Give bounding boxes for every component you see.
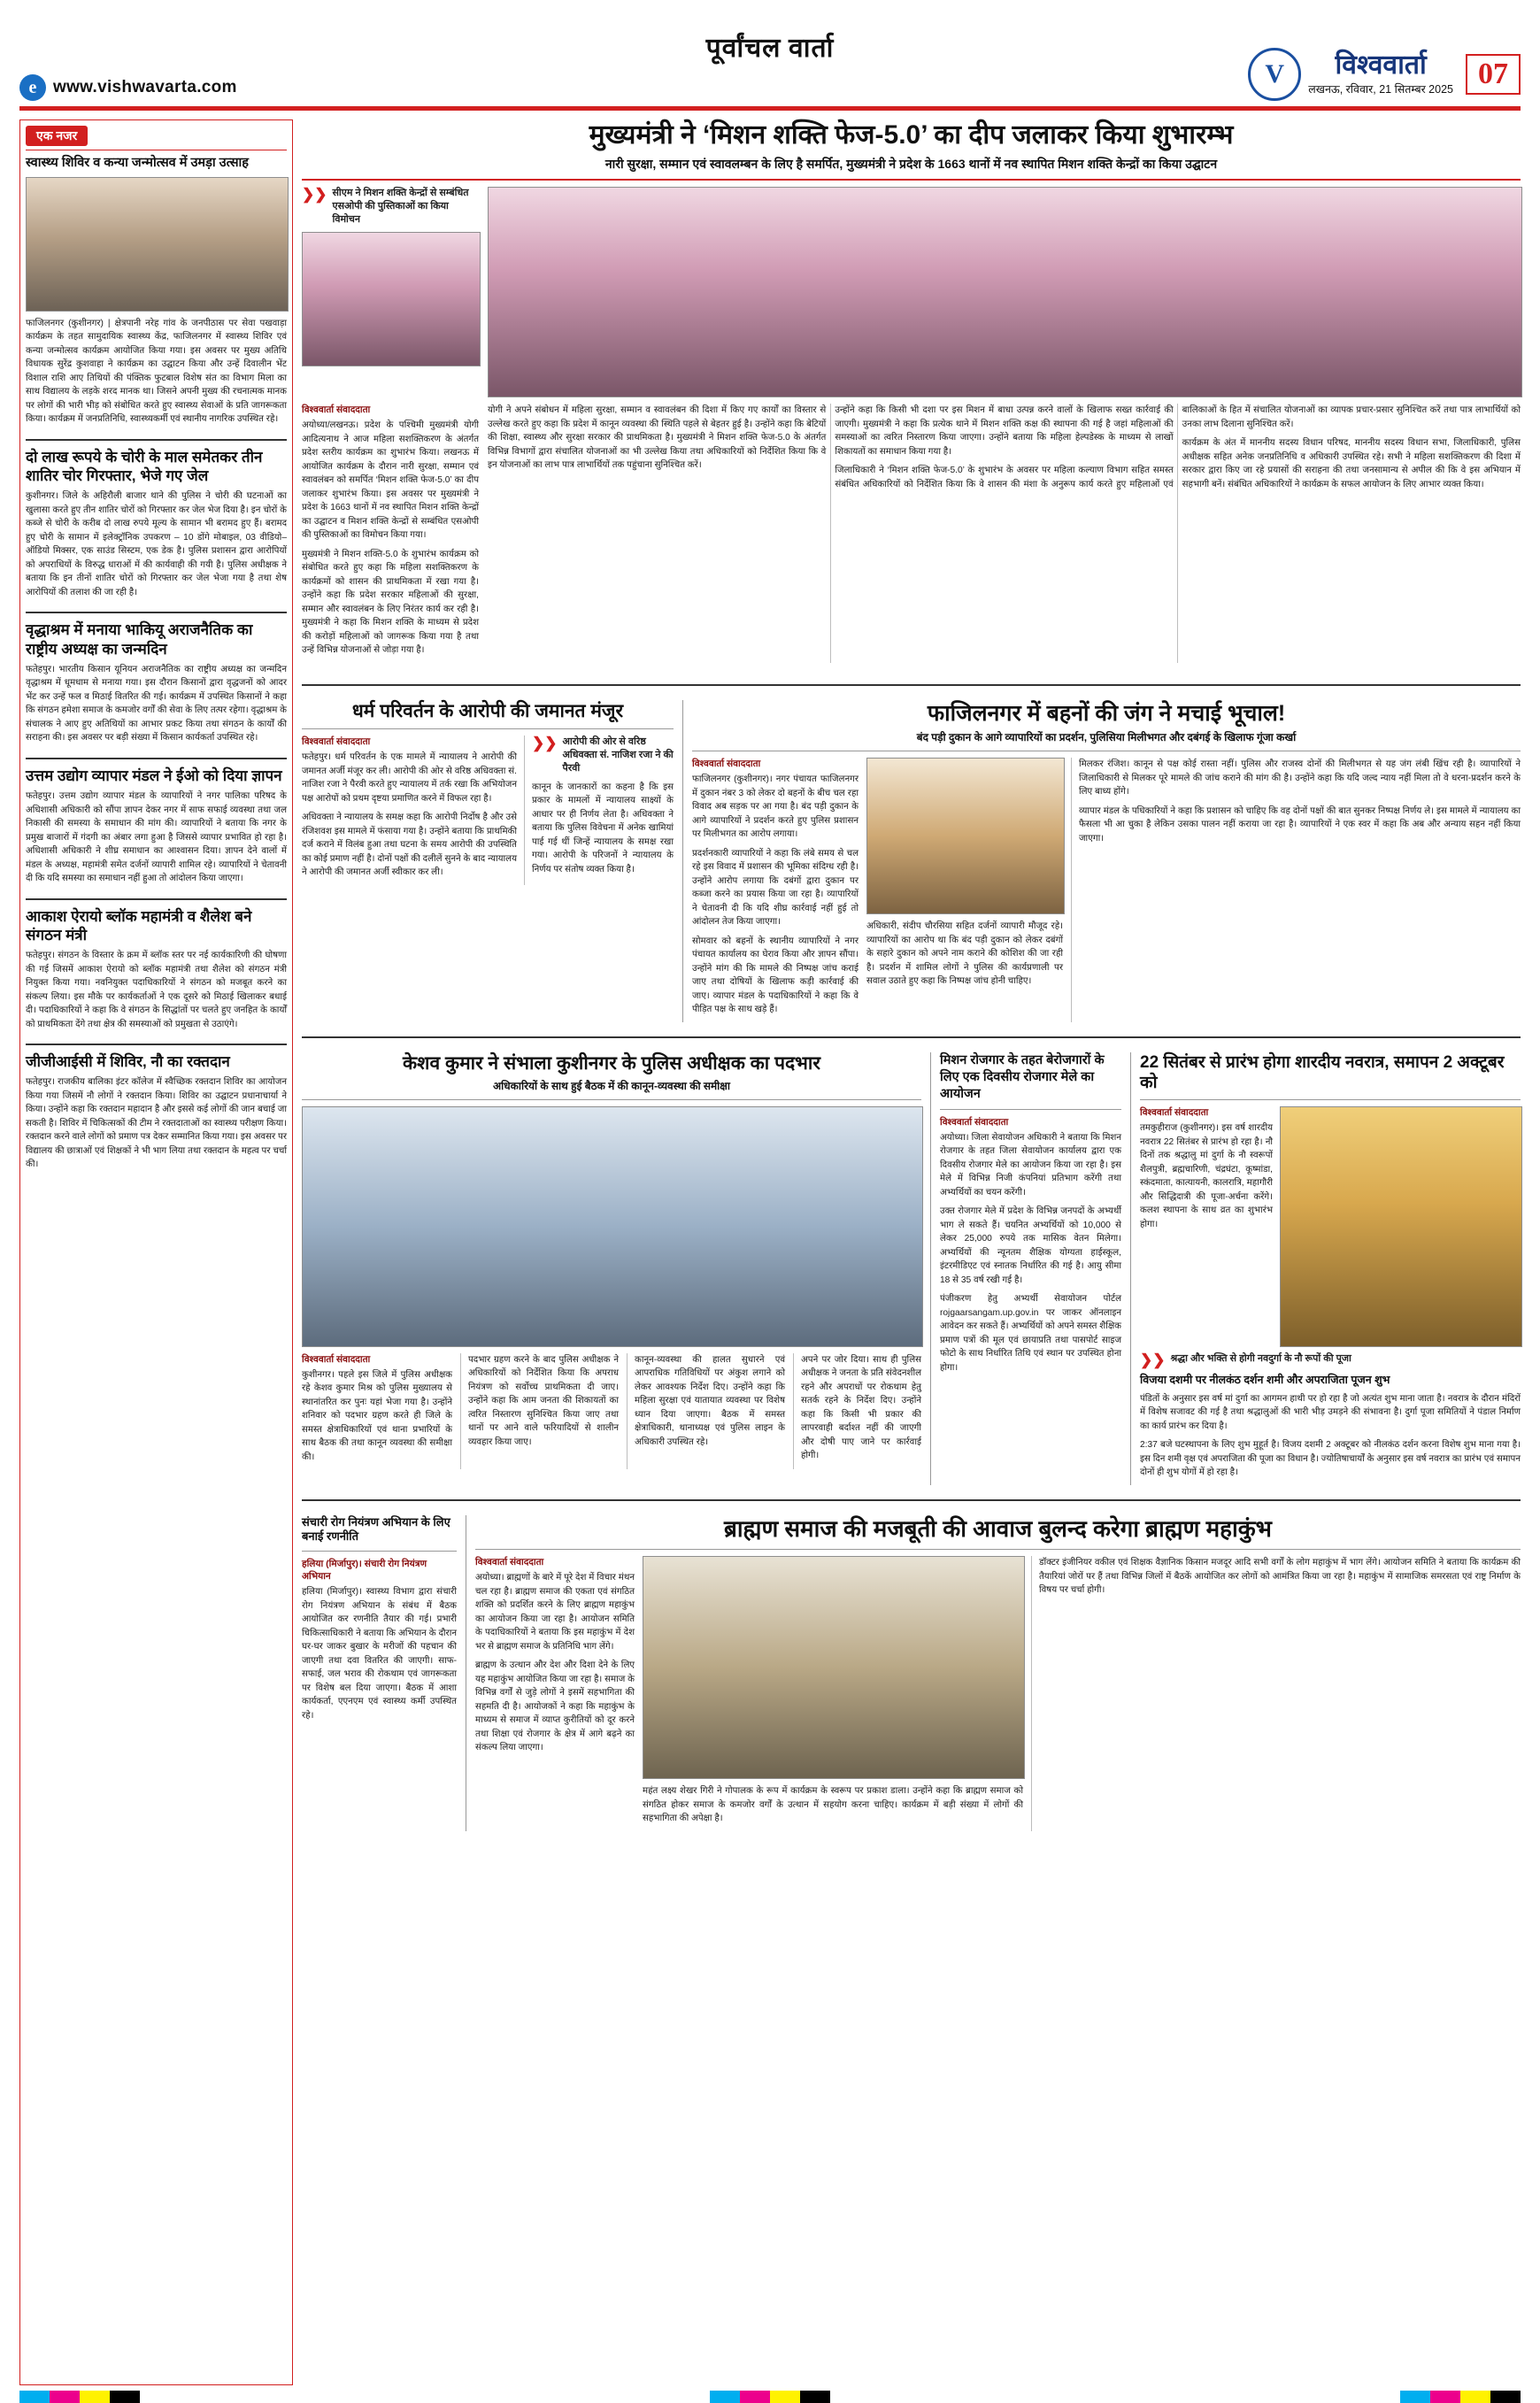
theft-body: कुशीनगर। जिले के अहिरौली बाजार थाने की पुलिस ने चोरी की घटनाओं का खुलासा करते हुए तीन शातिर चोरों को गिरफ्तार कर जेल भेज दिया है। इन चोरों के कब्जे से चोरी के करीब दो लाख रुपये मूल्य के सामान भी बरामद हुए हैं। बरामद हुए चोरी के सामान में इलेक्ट्रॉनिक उपकरण – 10 डोंगे मोबाइल, 03 वीडियो–ऑडियो मिक्सर, एक साउंड सिस्टम, एक डेक है। पुलिस प्रशासन द्वारा आरोपियों को अपराधियों के विरुद्ध धाराओं में की कार्यवाही की गयी है। पुलिस अधीक्षक ने बताया कि इन तीनों शातिर चोरों को गिरफ्तार कर जेल भेजा गया है तथा शेष आरोपियों की तलाश की जा रही है। xyxy=(26,491,287,597)
navratri-headline: 22 सितंबर से प्रारंभ होगा शारदीय नवरात्र, समापन 2 अक्टूबर को xyxy=(1140,1052,1505,1093)
health-camp-headline: स्वास्थ्य शिविर व कन्या जन्मोत्सव में उमड़ा उत्साह xyxy=(26,156,249,170)
mission-rojgar-body-2: उक्त रोजगार मेले में प्रदेश के विभिन्न जनपदों के अभ्यर्थी भाग ले सकते हैं। चयनित अभ्यर्थियों को 10,000 से लेकर 25,000 रुपये तक मासिक वेतन मिलेगा। अभ्यर्थियों की न्यूनतम शैक्षिक योग्यता हाईस्कूल, इंटरमीडिएट एवं स्नातक निर्धारित की गई है। आयु सीमा 18 से 35 वर्ष रखी गई है। xyxy=(940,1206,1121,1285)
navratri-subhead-2: विजया दशमी पर नीलकंठ दर्शन शमी और अपराजिता पूजन शुभ xyxy=(1140,1374,1390,1387)
theft-headline: दो लाख रूपये के चोरी के माल समेतकर तीन शातिर चोर गिरफ्तार, भेजे गए जेल xyxy=(26,448,263,485)
ek-nazar-tag: एक नजर xyxy=(26,126,88,146)
section-title: पूर्वांचल वार्ता xyxy=(705,34,835,63)
lead-byline: विश्ववार्ता संवाददाता xyxy=(302,404,371,416)
lead-subhead: नारी सुरक्षा, सम्मान एवं स्वावलम्बन के लिए है समर्पित, मुख्यमंत्री ने प्रदेश के 1663 थानों में नव स्थापित मिशन शक्ति केन्द्रों का किया उद्घाटन xyxy=(604,157,1218,172)
brahman-story xyxy=(466,1515,1521,1831)
akash-body: फतेहपुर। संगठन के विस्तार के क्रम में ब्लॉक स्तर पर नई कार्यकारिणी की घोषणा की गई जिसमें आकाश ऐरायो को ब्लॉक महामंत्री तथा शैलेश को संगठन मंत्री नियुक्त किया गया। नवनियुक्त पदाधिकारियों ने संगठन को मजबूत करने का संकल्प लिया। इस मौके पर कार्यकर्ताओं ने एक दूसरे को मिठाई खिलाकर बधाई दी। पदाधिकारियों ने कहा कि वे संगठन के सिद्धांतों पर चलते हुए जनहित के कार्यों को प्राथमिकता देंगे तथा क्षेत्र की समस्याओं को प्रमुखता से उठाएंगे। xyxy=(26,951,287,1029)
row-three xyxy=(302,1052,1521,1485)
dharm-body-3: कानून के जानकारों का कहना है कि इस प्रकार के मामलों में न्यायालय साक्ष्यों के आधार पर ही निर्णय लेता है। अधिवक्ता ने बताया कि पुलिस विवेचना में अनेक खामियां पाई गई थीं जिन्हें न्यायालय के समक्ष रखा गया। आरोपी के परिजनों ने न्यायालय के निर्णय पर संतोष व्यक्त किया है। xyxy=(532,782,674,874)
udyog-body: फतेहपुर। उत्तम उद्योग व्यापार मंडल के व्यापारियों ने नगर पालिका परिषद के अधिशासी अधिकारी को सौंपा ज्ञापन देकर नगर में साफ सफाई व्यवस्था तथा जल निकासी की समस्या के समाधान की मांग की। व्यापारियों ने बताया कि नगर के प्रमुख बाजारों में गंदगी का अंबार लगा हुआ है जिससे व्यापार प्रभावित हो रहा है। अधिशासी अधिकारी ने शीघ्र समाधान का आश्वासन दिया। ज्ञापन देने वालों में मंडल के अध्यक्ष, महामंत्री समेत दर्जनों व्यापारी शामिल रहे। व्यापारियों ने चेतावनी दी कि यदि समस्या का समाधान नहीं हुआ तो आंदोलन किया जाएगा। xyxy=(26,791,287,884)
lead-quote-note xyxy=(302,187,479,227)
mission-rojgar-body-3: पंजीकरण हेतु अभ्यर्थी सेवायोजन पोर्टल rojgaarsangam.up.gov.in पर जाकर ऑनलाइन आवेदन कर सकते हैं। अभ्यर्थियों को अपने समस्त शैक्षिक प्रमाण पत्रों की मूल एवं छायाप्रति तथा पासपोर्ट साइज फोटो के साथ निर्धारित तिथि एवं स्थान पर उपस्थित होना होगा। xyxy=(940,1294,1121,1373)
lead-body-6: कार्यक्रम के अंत में माननीय सदस्य विधान परिषद, माननीय सदस्य विधान सभा, जिलाधिकारी, पुलिस अधीक्षक सहित अनेक जनप्रतिनिधि व अधिकारी उपस्थित रहे। सभी ने महिला सशक्तिकरण की दिशा में सरकार द्वारा किए जा रहे प्रयासों की सराहना की तथा जनसामान्य से अपील की कि वे इस अभियान में सहभागी बनें। संबंधित अधिकारियों ने कार्यक्रम के सफल आयोजन के लिए आभार व्यक्त किया। xyxy=(1182,438,1521,489)
main-area xyxy=(302,119,1521,2385)
keshav-body-3: कानून-व्यवस्था की हालत सुधारने एवं आपराधिक गतिविधियों पर अंकुश लगाने को लेकर आवश्यक निर्देश दिए। उन्होंने कहा कि महिला सुरक्षा एवं यातायात व्यवस्था पर विशेष ध्यान दिया जाएगा। बैठक में समस्त क्षेत्राधिकारी, थानाध्यक्ष एवं पुलिस लाइन के अधिकारी उपस्थित रहे। xyxy=(635,1354,785,1447)
keshav-headline: केशव कुमार ने संभाला कुशीनगर के पुलिस अधीक्षक का पदभार xyxy=(403,1052,820,1074)
brahman-body-3: महंत लक्ष्य शेखर गिरी ने गोपालक के रूप में कार्यक्रम के स्वरूप पर प्रकाश डाला। उन्होंने कहा कि ब्राह्मण समाज को संगठित होकर समाज के कमजोर वर्गों के उत्थान में सहयोग करना चाहिए। कार्यक्रम में बड़ी संख्या में लोगों की सहभागिता की अपेक्षा है। xyxy=(643,1786,1023,1824)
navratri-quote-text: श्रद्धा और भक्ति से होगी नवदुर्गा के नौ रूपों की पूजा xyxy=(1170,1353,1351,1365)
divider-4 xyxy=(26,898,287,900)
brahman-byline: विश्ववार्ता संवाददाता xyxy=(475,1557,544,1568)
jiaisi-body: फतेहपुर। राजकीय बालिका इंटर कॉलेज में स्वैच्छिक रक्तदान शिविर का आयोजन किया गया जिसमें नौ लोगों ने रक्तदान किया। शिविर का उद्घाटन प्रधानाचार्या ने किया। उन्होंने कहा कि रक्तदान महादान है और इससे कई लोगों की जान बचाई जा सकती है। शिविर में चिकित्सकों की टीम ने रक्तदाताओं का स्वास्थ्य परीक्षण किया। रक्तदान करने वाले लोगों को प्रमाण पत्र देकर सम्मानित किया गया। इस अवसर पर विद्यालय की छात्राओं एवं शिक्षकों ने भी भाग लिया तथा रक्तदान के महत्व पर चर्चा की। xyxy=(26,1077,287,1170)
keshav-rule xyxy=(302,1099,921,1100)
mission-rojgar-rule xyxy=(940,1109,1121,1110)
lead-body-4: उन्होंने कहा कि किसी भी दशा पर इस मिशन में बाधा उत्पन्न करने वालों के खिलाफ सख्त कार्रवाई की जाएगी। मुख्यमंत्री ने कहा कि प्रत्येक थाने में मिशन शक्ति कक्ष की स्थापना की गई है जहां महिलाओं की समस्याओं का त्वरित निस्तारण किया जाएगा। उन्होंने बताया कि महिला हेल्पडेस्क के माध्यम से लाखों शिकायतों का समाधान किया गया है। xyxy=(835,405,1174,457)
vriddhashram-headline: वृद्धाश्रम में मनाया भाकियू अराजनैतिक का राष्ट्रीय अध्यक्ष का जन्मदिन xyxy=(26,621,253,658)
fazilnagar-body-6: व्यापार मंडल के पधिकारियों ने कहा कि प्रशासन को चाहिए कि वह दोनों पक्षों की बात सुनकर निष्पक्ष निर्णय ले। इस मामले में न्यायालय का फैसला भी आ चुका है लेकिन उसका पालन नहीं कराया जा रहा है। व्यापारियों ने एक स्वर में कहा कि अब और अन्याय सहन नहीं किया जाएगा। xyxy=(1079,805,1521,843)
keshav-photo xyxy=(302,1106,923,1347)
mission-rojgar-body-1: अयोध्या। जिला सेवायोजन अधिकारी ने बताया कि मिशन रोजगार के तहत जिला सेवायोजन कार्यालय द्वारा एक दिवसीय रोजगार मेले का आयोजन किया जा रहा है। इस मेले में विभिन्न निजी कंपनियां प्रतिभाग करेंगी तथा अभ्यर्थियों का चयन करेंगी। xyxy=(940,1132,1121,1198)
main-divider-2 xyxy=(302,1036,1521,1038)
jiaisi-headline: जीजीआईसी में शिविर, नौ का रक्तदान xyxy=(26,1053,230,1071)
e-icon: e xyxy=(19,74,46,101)
fazilnagar-headline: फाजिलनगर में बहनों की जंग ने मचाई भूचाल! xyxy=(927,700,1286,726)
fazilnagar-body-5: मिलकर रंजिश। कानून से पक्ष कोई रास्ता नहीं। पुलिस और राजस्व दोनों की मिलीभगत से यह जंग लंबी खिंच रही है। व्यापारियों ने जिलाधिकारी से मिलकर पूरे मामले की जांच कराने की मांग की है। उन्होंने कहा कि यदि जल्द न्याय नहीं मिला तो वे धरना-प्रदर्शन करने के लिए बाध्य होंगे। xyxy=(1079,759,1521,797)
divider-2 xyxy=(26,612,287,613)
lead-body-2: मुख्यमंत्री ने मिशन शक्ति-5.0 के शुभारंभ कार्यक्रम को संबोधित करते हुए कहा कि महिला सशक्तिकरण के कार्यक्रमों को शासन की प्राथमिकता में रखा गया है। उन्होंने कहा कि प्रदेश सरकार महिलाओं की सुरक्षा, सम्मान और स्वावलंबन के लिए निरंतर कार्य कर रही है। मुख्यमंत्री ने कहा कि मिशन शक्ति के माध्यम से प्रदेश की करोड़ों महिलाओं को जागरूक किया गया है तथा उन्हें विभिन्न योजनाओं से जोड़ा गया है। xyxy=(302,549,479,656)
lead-quote-text: सीएम ने मिशन शक्ति केन्द्रों से सम्बंधित एसओपी की पुस्तिकाओं का किया विमोचन xyxy=(332,188,469,225)
fazilnagar-body-3: सोमवार को बहनों के स्थानीय व्यापारियों ने नगर पंचायत कार्यालय का घेराव किया और ज्ञापन सौंपा। उन्होंने मांग की कि मामले की निष्पक्ष जांच कराई जाए तथा दोषियों के खिलाफ कड़ी कार्रवाई की जाए। व्यापार मंडल के पदाधिकारियों ने कहा कि वे पीड़ित पक्ष के साथ खड़े हैं। xyxy=(692,936,859,1015)
paper-dateline: लखनऊ, रविवार, 21 सितम्बर 2025 xyxy=(1308,83,1453,96)
quote-icon: ❯❯ xyxy=(1140,1352,1166,1369)
ek-nazar-tagwrap xyxy=(26,126,287,150)
brahman-rule xyxy=(475,1549,1521,1550)
navratri-byline-tag: विश्ववार्ता संवाददाता xyxy=(1140,1107,1209,1119)
navratri-body-3: 2:37 बजे घटस्थापना के लिए शुभ मुहूर्त है। विजय दशमी 2 अक्टूबर को नीलकंठ दर्शन करना विशेष शुभ माना गया है। इस दिन शमी वृक्ष एवं अपराजिता की पूजा का विधान है। ज्योतिषाचार्यों के अनुसार इस वर्ष नवरात्र का प्रारंभ एवं समापन दोनों ही शुभ योगों में हो रहा है। xyxy=(1140,1440,1521,1478)
mission-rojgar-headline: मिशन रोजगार के तहत बेरोजगारों के लिए एक दिवसीय रोजगार मेले का आयोजन xyxy=(940,1052,1105,1101)
mission-rojgar-byline: विश्ववार्ता संवाददाता xyxy=(940,1116,1009,1128)
dharm-story xyxy=(302,700,674,1022)
navratri-portrait-photo xyxy=(1280,1106,1522,1347)
site-logo xyxy=(19,74,237,101)
page-body xyxy=(19,119,1521,2385)
navratri-rule xyxy=(1140,1099,1521,1100)
brahman-body-1: अयोध्या। ब्राह्मणों के बारे में पूरे देश में विचार मंथन चल रहा है। ब्राह्मण समाज की एकता एवं संगठित शक्ति को प्रदर्शित करने के लिए ब्राह्मण महाकुंभ का आयोजन किया जा रहा है। आयोजन समिति के पदाधिकारियों ने बताया कि इस महाकुंभ में देश भर से ब्राह्मण समाज के प्रतिनिधि भाग लेंगे। xyxy=(475,1573,635,1652)
divider-1 xyxy=(26,439,287,441)
dharm-quote-text: आरोपी की ओर से वरिष्ठ अधिवक्ता सं. नाजिश रजा ने की पैरवी xyxy=(562,736,674,774)
navratri-story xyxy=(1130,1052,1521,1485)
fazilnagar-story xyxy=(682,700,1521,1022)
dharm-byline: विश्ववार्ता संवाददाता xyxy=(302,736,371,748)
page-number: 07 xyxy=(1466,54,1521,95)
emblem-icon: V xyxy=(1248,48,1301,101)
main-divider-1 xyxy=(302,684,1521,686)
divider-3 xyxy=(26,758,287,759)
navratri-quote-note xyxy=(1140,1352,1521,1367)
sanchari-byline: हलिया (मिर्जापुर)। संचारी रोग नियंत्रण अभियान xyxy=(302,1559,427,1583)
dharm-headline: धर्म परिवर्तन के आरोपी की जमानत मंजूर xyxy=(351,700,624,721)
masthead xyxy=(19,16,1521,111)
color-bars-wrap xyxy=(19,2385,1521,2403)
lead-body-3: योगी ने अपने संबोधन में महिला सुरक्षा, सम्मान व स्वावलंबन की दिशा में किए गए कार्यों का विस्तार से उल्लेख करते हुए कहा कि प्रदेश में कानून व्यवस्था की स्थिति पहले से बेहतर हुई है। उन्होंने कहा कि बेटियों की शिक्षा, स्वास्थ्य और सुरक्षा सरकार की प्राथमिकता है। मुख्यमंत्री ने मिशन शक्ति फेज-5.0 के अंतर्गत विभिन्न विभागों द्वारा संचालित योजनाओं का भी उल्लेख किया तथा अधिकारियों को निर्देशित किया कि वे इन योजनाओं का लाभ पात्र लाभार्थियों तक पहुंचाना सुनिश्चित करें। xyxy=(488,405,827,471)
main-divider-3 xyxy=(302,1499,1521,1501)
paper-name: विश्ववार्ता xyxy=(1335,50,1427,80)
dharm-body-1: फतेहपुर। धर्म परिवर्तन के एक मामले में न्यायालय ने आरोपी की जमानत अर्जी मंजूर कर ली। आरोपी की ओर से वरिष्ठ अधिवक्ता सं. नाजिश रजा ने पैरवी करते हुए न्यायालय में तर्क रखा कि अभियोजन पक्ष आरोपों को प्रथम दृष्टया प्रमाणित करने में विफल रहा है। xyxy=(302,752,517,804)
row-two xyxy=(302,700,1521,1022)
left-sidebar xyxy=(19,119,293,2385)
keshav-story xyxy=(302,1052,921,1485)
mission-rojgar-story xyxy=(930,1052,1121,1485)
health-camp-body: फाजिलनगर (कुशीनगर) | क्षेत्रपानी नरेह गांव के जनपीठास पर सेवा पखवाड़ा कार्यक्रम के तहत सामुदायिक स्वास्थ्य केंद्र, फाजिलनगर में स्वास्थ्य शिविर एवं कन्या जन्मोत्सव कार्यक्रम आयोजित किया गया। इस अवसर पर मुख्य अतिथि विधायक सुरेंद्र कुशवाहा ने कार्यक्रम का उद्घाटन किया और उन्हें दिवालीन भेंट विशाल राशि आए तिथियों की पंक्तिक फुटबाल विशेष संत का विभाग मिला का साथ विद्यालय के लड़के शरद मानक था। जिसने अपनी मुख्य की रचनात्मक मानक पर लोगों की भारी भीड़ को संबोधित करते हुए स्वास्थ्य सेवाओं के प्रति जागरूकता किया। कार्यक्रम में जनप्रतिनिधि, स्वास्थ्यकर्मी एवं स्थानीय नागरिक उपस्थित रहे। xyxy=(26,318,287,425)
sanchari-rule xyxy=(302,1551,457,1552)
fazilnagar-deck: बंद पड़ी दुकान के आगे व्यापारियों का प्रदर्शन, पुलिसिया मिलीभगत और दबंगई के खिलाफ गूंजा कर्खा xyxy=(916,731,1297,744)
section-title-wrap xyxy=(19,28,1521,65)
keshav-byline: विश्ववार्ता संवाददाता xyxy=(302,1353,371,1365)
keshav-body-4: अपने पर जोर दिया। साथ ही पुलिस अधीक्षक ने जनता के प्रति संवेदनशील रहने और अपराधों पर रोकथाम हेतु सतर्क रहने के निर्देश दिए। उन्होंने कहा कि किसी भी प्रकार की लापरवाही बर्दाश्त नहीं की जाएगी और दोषी पाए जाने पर कार्रवाई होगी। xyxy=(801,1354,921,1461)
lead-story xyxy=(302,119,1521,663)
sanchari-story xyxy=(302,1515,457,1831)
lead-rule xyxy=(302,179,1521,181)
divider-5 xyxy=(26,1044,287,1045)
dharm-body-2: अधिवक्ता ने न्यायालय के समक्ष कहा कि आरोपी निर्दोष है और उसे रंजिशवश इस मामले में फंसाया गया है। उन्होंने बताया कि प्राथमिकी दर्ज कराने में विलंब हुआ तथा घटना के समय आरोपी की उपस्थिति का कोई प्रमाण नहीं है। दोनों पक्षों की दलीलें सुनने के बाद न्यायालय ने आरोपी की जमानत अर्जी स्वीकार कर ली। xyxy=(302,813,517,878)
fazilnagar-body-2: प्रदर्शनकारी व्यापारियों ने कहा कि लंबे समय से चल रहे इस विवाद में प्रशासन की भूमिका संदिग्ध रही है। उन्होंने आरोप लगाया कि दबंगों द्वारा दुकान पर कब्जा करने का प्रयास किया जा रहा है। व्यापारियों ने चेतावनी दी कि यदि शीघ्र कार्रवाई नहीं हुई तो आंदोलन तेज किया जाएगा। xyxy=(692,848,859,928)
keshav-deck: अधिकारियों के साथ हुई बैठक में की कानून-व्यवस्था की समीक्षा xyxy=(493,1079,730,1092)
lead-headline: मुख्यमंत्री ने ‘मिशन शक्ति फेज-5.0’ का दीप जलाकर किया शुभारम्भ xyxy=(589,120,1234,150)
brahman-body-4: डॉक्टर इंजीनियर वकील एवं शिक्षक वैज्ञानिक किसान मजदूर आदि सभी वर्गों के लोग महाकुंभ में भाग लेंगे। आयोजन समिति ने बताया कि कार्यक्रम की तैयारियां जोरों पर हैं तथा विभिन्न जिलों में बैठकें आयोजित कर लोगों को आमंत्रित किया जा रहा है। महाकुंभ में सामाजिक समरसता एवं राष्ट्र निर्माण के विषय पर चर्चा होगी। xyxy=(1039,1558,1521,1596)
navratri-body-2: पंडितों के अनुसार इस वर्ष मां दुर्गा का आगमन हाथी पर हो रहा है जो अत्यंत शुभ माना जाता है। नवरात्र के दौरान मंदिरों में विशेष सजावट की गई है तथा श्रद्धालुओं की भारी भीड़ उमड़ने की संभावना है। दुर्गा पूजा समितियों ने पंडाल निर्माण का कार्य प्रारंभ कर दिया है। xyxy=(1140,1393,1521,1431)
fazilnagar-body-4: अधिकारी, संदीप चौरसिया सहित दर्जनों व्यापारी मौजूद रहे। व्यापारियों का आरोप था कि बंद पड़ी दुकान को लेकर दबंगों के सहारे दुकान को अपने नाम कराने की कोशिश की जा रही है। प्रदर्शन में शामिल लोगों ने पुलिस की कार्यप्रणाली पर सवाल उठाते हुए कहा कि निष्पक्ष जांच होनी चाहिए। xyxy=(866,921,1063,987)
sanchari-body: हलिया (मिर्जापुर)। स्वास्थ्य विभाग द्वारा संचारी रोग नियंत्रण अभियान के संबंध में बैठक आयोजित कर रणनीति तैयार की गई। प्रभारी चिकित्साधिकारी ने बताया कि अभियान के दौरान घर-घर जाकर बुखार के मरीजों की पहचान की जाएगी तथा दवा वितरित की जाएगी। साफ-सफाई, जल भराव की रोकथाम एवं जागरूकता पर विशेष बल दिया जाएगा। बैठक में आशा कार्यकर्ता, एएनएम एवं स्वास्थ्य कर्मी उपस्थित रहे। xyxy=(302,1587,457,1721)
quote-icon: ❯❯ xyxy=(302,186,327,204)
navratri-body-1: तमकुहीराज (कुशीनगर)। इस वर्ष शारदीय नवरात्र 22 सितंबर से प्रारंभ हो रहा है। नौ दिनों तक श्रद्धालु मां दुर्गा के नौ स्वरूपों शैलपुत्री, ब्रह्मचारिणी, चंद्रघंटा, कूष्मांडा, स्कंदमाता, कात्यायनी, कालरात्रि, महागौरी और सिद्धिदात्री की पूजा-अर्चना करेंगे। कलश स्थापना के साथ व्रत का शुभारंभ होगा। xyxy=(1140,1123,1273,1229)
akash-headline: आकाश ऐरायो ब्लॉक महामंत्री व शैलेश बने संगठन मंत्री xyxy=(26,907,252,943)
row-four xyxy=(302,1515,1521,1831)
dharm-quote-note xyxy=(532,736,674,775)
lead-photo-left xyxy=(302,232,481,366)
lead-photo-main xyxy=(488,187,1522,397)
lead-body-1: अयोध्या/लखनऊ। प्रदेश के पश्चिमी मुख्यमंत्री योगी आदित्यनाथ ने आज महिला सशक्तिकरण के अंतर्गत प्रदेश स्तरीय कार्यक्रम का शुभारंभ किया। लखनऊ में आयोजित कार्यक्रम के दौरान नारी सुरक्षा, सम्मान एवं स्वावलंबन को समर्पित ‘मिशन शक्ति फेज-5.0’ का दीप जलाकर शुभारंभ किया। इस अवसर पर मुख्यमंत्री ने प्रदेश के 1663 थानों में नव स्थापित मिशन शक्ति केन्द्रों का उद्घाटन व मिशन शक्ति केन्द्रों से सम्बंधित एसओपी की पुस्तिकाओं का विमोचन किया गया। xyxy=(302,420,479,541)
fazilnagar-body-1: फाजिलनगर (कुशीनगर)। नगर पंचायत फाजिलनगर में दुकान नंबर 3 को लेकर दो बहनों के बीच चल रहा विवाद अब सड़क पर आ गया है। बंद पड़ी दुकान के आगे व्यापारियों ने प्रदर्शन करते हुए पुलिस प्रशासन पर मिलीभगत का आरोप लगाया। xyxy=(692,774,859,840)
quote-icon: ❯❯ xyxy=(532,735,558,752)
brahman-body-2: ब्राह्मण के उत्थान और देश और दिशा देने के लिए यह महाकुंभ आयोजित किया जा रहा है। समाज के विभिन्न वर्गों से जुड़े लोगों ने इसमें सहभागिता की सहमति दी है। आयोजकों ने कहा कि महाकुंभ के माध्यम से समाज में व्याप्त कुरीतियों को दूर करने तथा शिक्षा एवं रोजगार के क्षेत्र में आगे बढ़ने का संकल्प लिया जाएगा। xyxy=(475,1660,635,1753)
brahman-headline: ब्राह्मण समाज की मजबूती की आवाज बुलन्द करेगा ब्राह्मण महाकुंभ xyxy=(724,1514,1272,1542)
keshav-body-1: कुशीनगर। पहले इस जिले में पुलिस अधीक्षक रहे केशव कुमार मिश्र को पुलिस मुख्यालय से स्थानांतरित कर पुनः यहां भेजा गया है। उन्होंने शनिवार को पदभार ग्रहण करते ही जिले के समस्त क्षेत्राधिकारियों एवं थाना प्रभारियों के साथ बैठक की तथा कानून व्यवस्था की समीक्षा की। xyxy=(302,1369,452,1462)
site-url[interactable]: www.vishwavarta.com xyxy=(53,78,237,96)
fazilnagar-photo xyxy=(866,758,1065,914)
brahman-photo xyxy=(643,1556,1025,1779)
health-camp-photo xyxy=(26,177,289,312)
udyog-headline: उत्तम उद्योग व्यापार मंडल ने ईओ को दिया ज्ञापन xyxy=(26,766,282,784)
sanchari-headline: संचारी रोग नियंत्रण अभियान के लिए बनाई रणनीति xyxy=(302,1514,450,1544)
keshav-body-2: पदभार ग्रहण करने के बाद पुलिस अधीक्षक ने अधिकारियों को निर्देशित किया कि अपराध नियंत्रण को सर्वोच्च प्राथमिकता दी जाए। उन्होंने कहा कि आम जनता की शिकायतों का त्वरित निस्तारण सुनिश्चित किया जाए तथा थानों पर आने वाले फरियादियों से शालीन व्यवहार किया जाए। xyxy=(468,1354,619,1447)
lead-body-5: जिलाधिकारी ने ‘मिशन शक्ति फेज-5.0’ के शुभारंभ के अवसर पर महिला कल्याण विभाग सहित समस्त संबंधित अधिकारियों को निर्देशित किया कि वे शासन की मंशा के अनुरूप कार्य करते हुए महिलाओं एवं बालिकाओं के हित में संचालित योजनाओं का व्यापक प्रचार-प्रसार सुनिश्चित करें तथा पात्र लाभार्थियों को उनका लाभ दिलाना सुनिश्चित करें। xyxy=(835,405,1521,489)
dharm-rule xyxy=(302,728,674,729)
vriddhashram-body: फतेहपुर। भारतीय किसान यूनियन अराजनैतिक का राष्ट्रीय अध्यक्ष का जन्मदिन वृद्धाश्रम में धूमधाम से मनाया गया। इस दौरान किसानों द्वारा वृद्धजनों को आदर भेंट कर उन्हें फल व मिठाई वितरित की गई। कार्यक्रम में उपस्थित किसानों ने कहा कि संगठन हमेशा समाज के कमजोर वर्गों की सेवा के लिए तत्पर रहेगा। वृद्धाश्रम के संचालक ने आए हुए अतिथियों का आभार प्रकट किया तथा संगठन के कार्यों की सराहना की। इस अवसर पर बड़ी संख्या में किसान कार्यकर्ता उपस्थित रहे। xyxy=(26,664,287,743)
fazilnagar-byline: विश्ववार्ता संवाददाता xyxy=(692,759,761,770)
